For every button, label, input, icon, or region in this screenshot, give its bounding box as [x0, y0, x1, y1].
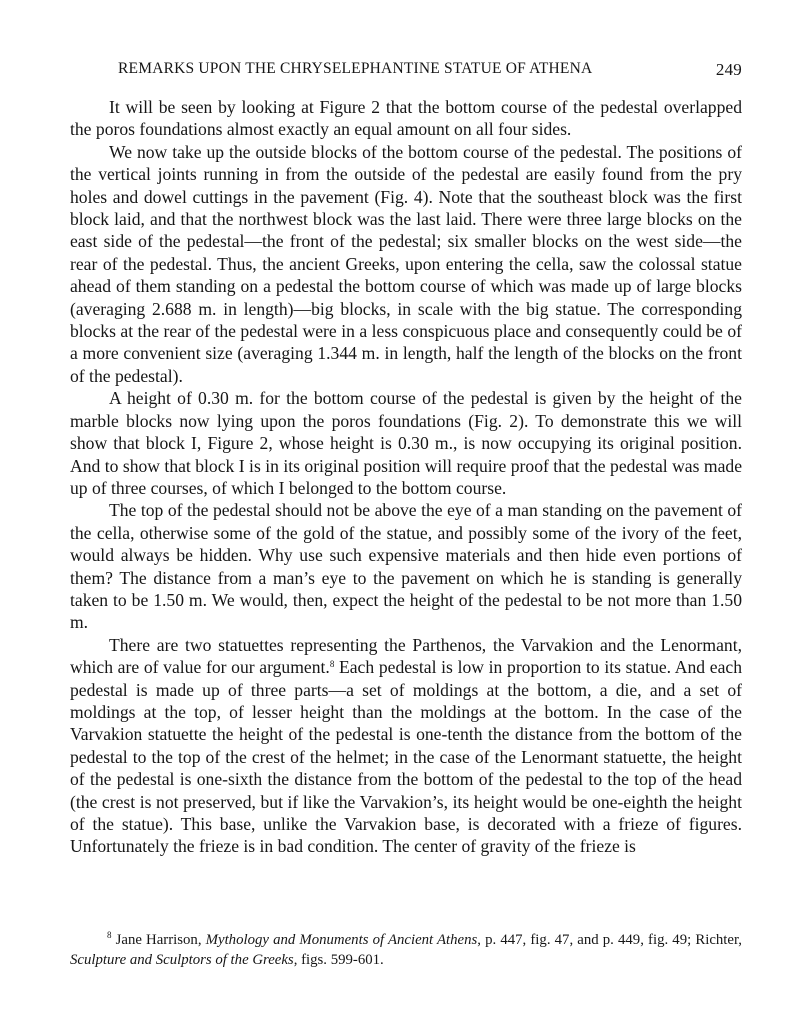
- footnote-title-2: Sculpture and Sculptors of the Greeks: [70, 952, 294, 968]
- paragraph-1: It will be seen by looking at Figure 2 that the bottom course of the pedestal overlapped the poros foundations almost exactly an equal amount on all four sides.: [70, 97, 742, 140]
- footnote-author-1: Jane Harrison,: [111, 932, 206, 948]
- footnote-title-1: Mythology and Monuments of Ancient Athens: [205, 932, 478, 948]
- paragraph-5: [70, 634, 742, 858]
- paragraph-2: We now take up the outside blocks of the bottom course of the pedestal. The positions of the vertical joints running in from the outside of the pedestal are easily found from the pry holes and dowel cuttings in the pavement (Fig. 4). Note that the southeast block was the first block laid, and that the northwest block was the last laid. There were three large blocks on the east side of the pedestal—the front of the pedestal; six smaller blocks on the west side—the rear of the pedestal. Thus, the ancient Greeks, upon entering the cella, saw the colossal statue ahead of them standing on a pedestal the bottom course of which was made up of large blocks (averaging 2.688 m. in length)—big blocks, in scale with the big statue. The corresponding blocks at the rear of the pedestal were in a less conspicuous place and consequently could be of a more convenient size (averaging 1.344 m. in length, half the length of the blocks on the front of the pedestal).: [70, 141, 742, 386]
- footnote-ref-2: , figs. 599-601.: [293, 952, 384, 968]
- paragraph-5-lead: There are two statuettes representing the Parthenos, the Varvakion and the Lenormant, which are of value for our argument.: [70, 634, 742, 678]
- running-header: [118, 60, 742, 84]
- footnote: [70, 930, 742, 970]
- running-title: REMARKS UPON THE CHRYSELEPHANTINE STATUE OF ATHENA: [118, 60, 593, 77]
- footnote-ref-1: , p. 447, fig. 47, and p. 449, fig. 49; Richter,: [477, 932, 742, 948]
- footnote-marker: 8: [107, 930, 112, 940]
- footnote-reference: 8: [329, 659, 335, 670]
- paragraph-3: A height of 0.30 m. for the bottom course of the pedestal is given by the height of the marble blocks now lying upon the poros foundations (Fig. 2). To demonstrate this we will show that block I, Figure 2, whose height is 0.30 m., is now occupying its original position. And to show that block I is in its original position will require proof that the pedestal was made up of three courses, of which I belonged to the bottom course.: [70, 388, 742, 498]
- paragraph-5-rest: Each pedestal is low in proportion to its statue. And each pedestal is made up of three parts—a set of moldings at the bottom, a die, and a set of moldings at the top, of lesser height than the moldings at the bottom. In the case of the Varvakion statuette the height of the pedestal is one-tenth the distance from the bottom of the pedestal to the top of the crest of the helmet; in the case of the Lenormant statuette, the height of the pedestal is one-sixth the distance from the bottom of the pedestal to the top of the head (the crest is not preserved, but if like the Varvakion’s, its height would be one-eighth the height of the statue). This base, unlike the Varvakion base, is decorated with a frieze of figures. Unfortunately the frieze is in bad condition. The center of gravity of the frieze is: [70, 657, 742, 857]
- footnote-8: [70, 930, 742, 970]
- paragraph-4: The top of the pedestal should not be above the eye of a man standing on the pavement of the cella, otherwise some of the gold of the statue, and possibly some of the ivory of the feet, would always be hidden. Why use such expensive materials and then hide even portions of them? The distance from a man’s eye to the pavement on which he is standing is generally taken to be 1.50 m. We would, then, expect the height of the pedestal to be not more than 1.50 m.: [70, 500, 742, 633]
- body-text: [70, 96, 742, 858]
- page-number: 249: [715, 60, 742, 79]
